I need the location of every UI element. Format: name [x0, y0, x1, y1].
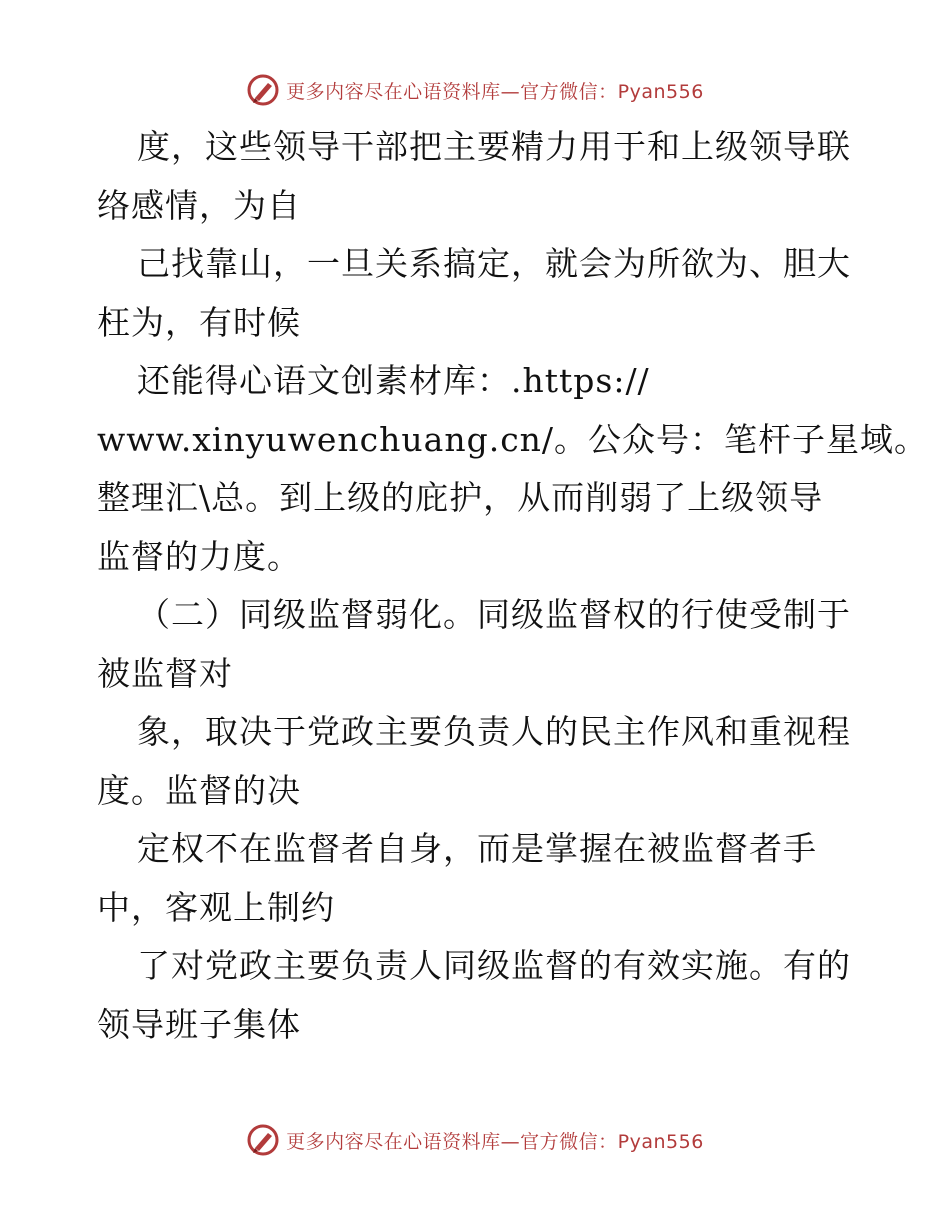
- pen-logo-icon: [246, 1123, 280, 1157]
- body-line: www.xinyuwenchuang.cn/。公众号：笔杆子星域。: [97, 419, 929, 459]
- body-line: 还能得心语文创素材库：.https://: [137, 361, 650, 400]
- body-line: （二）同级监督弱化。同级监督权的行使受制于: [137, 595, 851, 634]
- footer-banner-text: 更多内容尽在心语资料库—官方微信：Pyan556: [286, 1130, 704, 1153]
- body-line: 度，这些领导干部把主要精力用于和上级领导联: [137, 127, 851, 166]
- footer-banner: [0, 1120, 950, 1160]
- header-banner-text: 更多内容尽在心语资料库—官方微信：Pyan556: [286, 80, 704, 103]
- body-line: 定权不在监督者自身，而是掌握在被监督者手: [137, 829, 817, 868]
- body-line: 领导班子集体: [97, 1004, 301, 1044]
- footer-banner-inner: [246, 1123, 704, 1157]
- document-body: [97, 118, 929, 1054]
- header-banner: [0, 70, 950, 110]
- body-line: 度。监督的决: [97, 770, 301, 810]
- body-line: 象，取决于党政主要负责人的民主作风和重视程: [137, 712, 851, 751]
- body-line: 了对党政主要负责人同级监督的有效实施。有的: [137, 946, 851, 985]
- body-line: 己找靠山，一旦关系搞定，就会为所欲为、胆大: [137, 244, 851, 283]
- body-line: 络感情，为自: [97, 185, 301, 225]
- header-banner-inner: [246, 73, 704, 107]
- body-line: 中，客观上制约: [97, 887, 335, 927]
- pen-logo-icon: [246, 73, 280, 107]
- body-line: 被监督对: [97, 653, 233, 693]
- body-line: 整理汇\总。到上级的庇护，从而削弱了上级领导: [97, 478, 824, 517]
- body-line: 监督的力度。: [97, 536, 301, 576]
- body-line: 枉为，有时候: [97, 302, 301, 342]
